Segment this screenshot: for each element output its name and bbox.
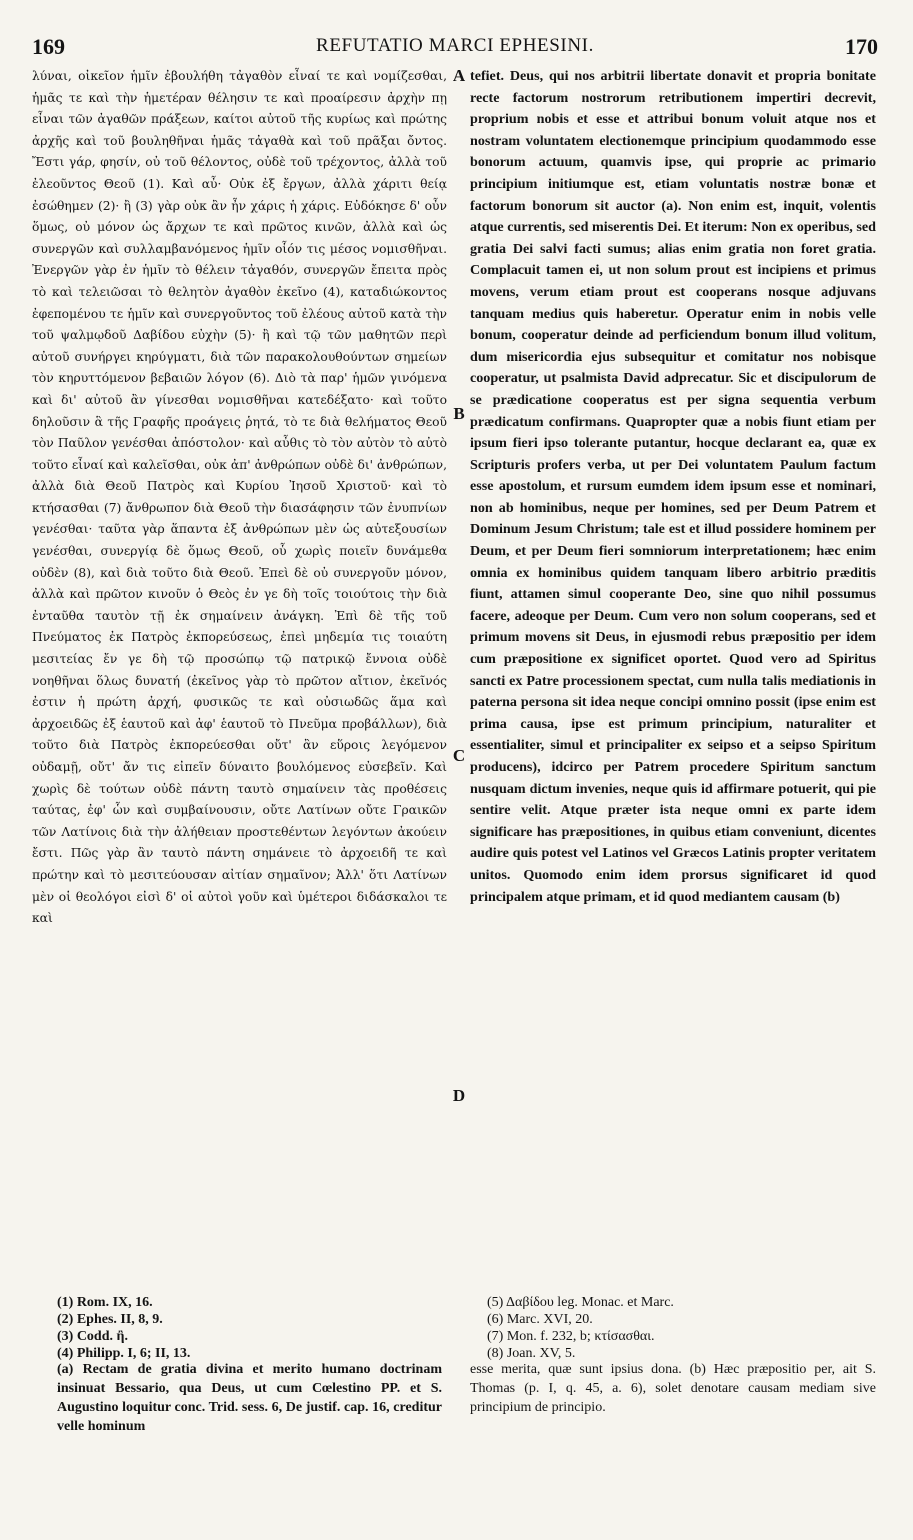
editor-note-b: esse merita, quæ sunt ipsius dona. (b) Hæc præpositio per, ait S. Thomas (p. I, q. 45, a. 6), solet denotare causam mediam sive principium de principio. [470, 1362, 876, 1415]
latin-column [470, 66, 876, 908]
margin-letter-a: A [452, 66, 466, 85]
margin-letter-c: C [452, 746, 466, 765]
running-title: REFUTATIO MARCI EPHESINI. [316, 35, 594, 56]
footnote: (6) Marc. XVI, 20. [487, 1312, 593, 1327]
page-number-left: 169 [32, 34, 65, 59]
footnotes-right [487, 1294, 674, 1362]
footnote: (2) Ephes. II, 8, 9. [57, 1312, 163, 1327]
footnote: (5) Δαβίδου leg. Monac. et Marc. [487, 1295, 674, 1310]
footnote: (1) Rom. IX, 16. [57, 1295, 153, 1310]
editor-note-a: (a) Rectam de gratia divina et merito humano doctrinam insinuat Bessario, qua Deus, ut cum Cœlestino PP. et S. Augustino loquitur conc. Trid. sess. 6, De justif. cap. 16, creditur velle hominum [57, 1362, 442, 1434]
greek-column [32, 66, 447, 930]
running-header [32, 34, 878, 60]
footnote: (4) Philipp. I, 6; II, 13. [57, 1346, 191, 1361]
footnote: (7) Mon. f. 232, b; κτίσασθαι. [487, 1329, 655, 1344]
greek-text: λύναι, οἰκεῖον ἡμῖν ἐβουλήθη τἀγαθὸν εἶναί τε καὶ νομίζεσθαι, ἡμᾶς τε καὶ τὴν ἡμετέραν θέλησιν τε καὶ προαίρεσιν ἀρχὴν πῃ εἶναι τῶν ἀγαθῶν πράξεων, καίτοι αὐτοῦ τῆς κυρίως καὶ πρώτης ἀρχῆς καὶ τοῦ βουληθῆναι ἡμᾶς τἀγαθὰ καὶ τοῦ πρᾶξαι ὄντος. Ἔστι γάρ, φησίν, οὐ τοῦ θέλοντος, οὐδὲ τοῦ τρέχοντος, ἀλλὰ τοῦ ἐλεοῦντος Θεοῦ (1). Καὶ αὖ· Οὐκ ἐξ ἔργων, ἀλλὰ χάριτι θείᾳ ἐσώθημεν (2)· ἢ (3) γὰρ οὐκ ἂν ἦν χάρις ἡ χάρις. Εὐδόκησε δ' οὖν ὅμως, οὐ μόνον ὡς ἄρχων τε καὶ πρῶτος κινῶν, ἀλλὰ καὶ ὡς συνεργῶν καὶ συλλαμβανόμενος ἡμῖν οἷόν τις μέσος νομισθῆναι. Ἐνεργῶν γὰρ ἐν ἡμῖν τὸ θέλειν τἀγαθόν, συνεργῶν ἔπειτα πρὸς τὸ καὶ τελειῶσαι τὸ θελητὸν ἀγαθὸν ἐκεῖνο (4), καταδιώκοντος ἐφεπομένου τε ἡμῖν καὶ συνεργοῦντος τοῦ ἐλέους αὐτοῦ κατὰ τὴν τοῦ ψαλμῳδοῦ Δαβίδου εὐχὴν (5)· ἢ καὶ τῷ τῶν μαθητῶν περὶ αὐτοῦ συνήργει κηρύγματι, διὰ τῶν παρακολουθούντων σημείων τὸν κηρυττόμενον βεβαιῶν λόγον (6). Διὸ τὰ παρ' ἡμῶν γινόμενα καὶ δι' αὐτοῦ ἂν γίνεσθαι νομισθῆναι κατεδέξατο· καὶ τοῦτο δηλοῦσιν ἃ τῆς Γραφῆς προάγεις ῥητά, τὸ τε διὰ θελήματος Θεοῦ τὸν Παῦλον γενέσθαι ἀπόστολον· καὶ αὖθις τὸ τὸν αὐτὸν τὸ αὐτὸ τοῦτο εἶναί καὶ καλεῖσθαι, οὐκ ἀπ' ἀνθρώπων οὐδὲ δι' ἀνθρώπων, ἀλλὰ διὰ Θεοῦ Πατρὸς καὶ Κυρίου Ἰησοῦ Χριστοῦ· καὶ τὸ κτήσασθαι (7) ἄνθρωπον διὰ Θεοῦ τὴν διασάφησιν τῶν ἐνυπνίων γενέσθαι· ταῦτα γὰρ ἅπαντα ἐξ ἀνθρώπων μὲν ὡς αὐτεξουσίων γενέσθαι, συνεργίᾳ δὲ ὅμως Θεοῦ, οὗ χωρὶς ποιεῖν δυνάμεθα οὐδὲν (8), καὶ διὰ τοῦτο διὰ Θεοῦ. Ἐπεὶ δὲ οὐ συνεργοῦν μόνον, ἀλλὰ καὶ πρῶτον κινοῦν ὁ Θεὸς ἐν γε δὴ τοῖς τοιούτοις τὴν διὰ ἐνταῦθα ταυτὸν τῇ ἐκ σημαίνειν ἀνάγκη. Ἐπὶ δὲ τῆς τοῦ Πνεύματος ἐκ Πατρὸς ἐκπορεύσεως, ἐπεὶ μηδεμία τις τοιαύτη μεσιτείας ἔν γε δὴ τῷ προσώπῳ τῷ πατρικῷ ἔννοια οὐδὲ νοηθῆναι ὅλως δυνατή (ἐκεῖνος γὰρ τὸ πρῶτον αἴτιον, ἐκεῖνός ἐστιν ἡ πρώτη ἀρχή, φυσικῶς τε καὶ οὐσιωδῶς ἅμα καὶ ἀρχοειδῶς ἐξ ἑαυτοῦ καὶ ἀφ' ἑαυτοῦ τὸ Πνεῦμα προβάλλων), διὰ τοῦτο διὰ Πατρὸς ἐκπορεύεσθαι οὔτ' ἂν εὕροις λεγόμενον οὐδαμῇ, οὔτ' ἄν τις εἰπεῖν δύναιτο βουλόμενος εὐσεβεῖν. Καὶ χωρὶς δὲ τούτων οὐδὲ πάντη ταυτὸ σημαίνειν τὰς προθέσεις ταύτας, ἐφ' ὧν καὶ συμβαίνουσιν, οὔτε Λατίνων οὔτε Γραικῶν τῶν Λατίνοις διὰ τὴν ἀλήθειαν προστεθέντων λεγόντων ἀκούειν ἔστι. Πῶς γὰρ ἂν ταυτὸ πάντη σημάνειε τὸ ἀρχοειδῆ τε καὶ πρώτην καὶ τὸ μεσιτεύουσαν αἰτίαν σημαῖνον; Ἀλλ' ὅτι Λατίνων μὲν οἱ θεολόγοι εἰσὶ δ' οἱ αὐτοὶ γοῦν καὶ ὑμέτεροι διδάσκαλοι τε καὶ [32, 69, 447, 926]
footnote: (8) Joan. XV, 5. [487, 1346, 576, 1361]
footnote: (3) Codd. ἢ. [57, 1329, 128, 1344]
footnotes-left [57, 1294, 190, 1362]
margin-letter-b: B [453, 404, 465, 423]
latin-text: tefiet. Deus, qui nos arbitrii libertate donavit et propria bonitate recte factorum nostrorum retributionem impertiri decrevit, proprium nobis et esse et attribui bonum voluit atque nos et nostram voluntatem electionemque principium quodammodo esse bonorum actuum, quamvis ipse, qui proprie ac primario principium initiumque est, etiam voluntatis nostræ bonæ et factorum bonorum sit auctor (a). Non enim est, inquit, volentis atque currentis, sed miserentis Dei. Et iterum: Non ex operibus, sed gratia Dei salvi facti sumus; alias enim gratia non foret gratia. Complacuit tamen ei, ut non solum prout est incipiens et primus movens, verum etiam prout est cooperans nosque adjuvans tanquam medius quis haberetur. Operatur enim in nobis velle bonum, cooperatur deinde ad perficiendum bonum illud volitum, dum misericordia ejus subsequitur et comitatur nos nobisque cooperatur, ut psalmista David adprecatur. Sic et discipulorum de se prædicatione cooperatus est per signa sequentia verbum prædicatum confirmans. Quapropter quæ a nobis fiunt etiam per ipsum fieri ipso tolerante putantur, hocque declarant ea, quæ ex Scripturis profers verba, ut per Dei voluntatem Paulum factum esse apostolum, et rursum eumdem idem ipsum esse et nominari, non ab hominibus, neque per homines, sed per Deum Patrem et Dominum Jesum Christum; tale est et illud possidere hominem per Deum, et per Deum fieri somniorum interpretationem; hæc enim omnia ex hominibus quidem tanquam libero arbitrio præditis fiunt, attamen simul cooperante Deo, sine quo nihil possumus facere, adeoque per Deum. Cum vero non solum cooperans, sed et primum movens sit Deus, in ejusmodi rebus præpositio per idem cum præpositione ex significet oportet. Quod vero ad Spiritus sancti ex Patre processionem spectat, cum nulla talis mediationis in paterna persona sit idea neque concipi omnino possit (ipse enim est prima causa, ipse est primum principium, naturaliter et essentialiter, simul et principaliter ex seipso et a seipso Spiritum producens), idcirco per Patrem procedere Spiritum sanctum nusquam dictum invenies, neque quis id affirmare potuerit, qui pie sentire velit. Atque præter ista neque omni ex parte idem significare has præpositiones, in quibus etiam conveniunt, dicentes audire quis potest vel Latinos vel Græcos Latinis propter veritatem unitos. Quomodo enim idem prorsus significaret id quod principalem atque primam, et id quod mediantem causam (b) [470, 68, 876, 905]
margin-letter-d: D [452, 1086, 466, 1105]
page-number-right: 170 [845, 34, 878, 59]
